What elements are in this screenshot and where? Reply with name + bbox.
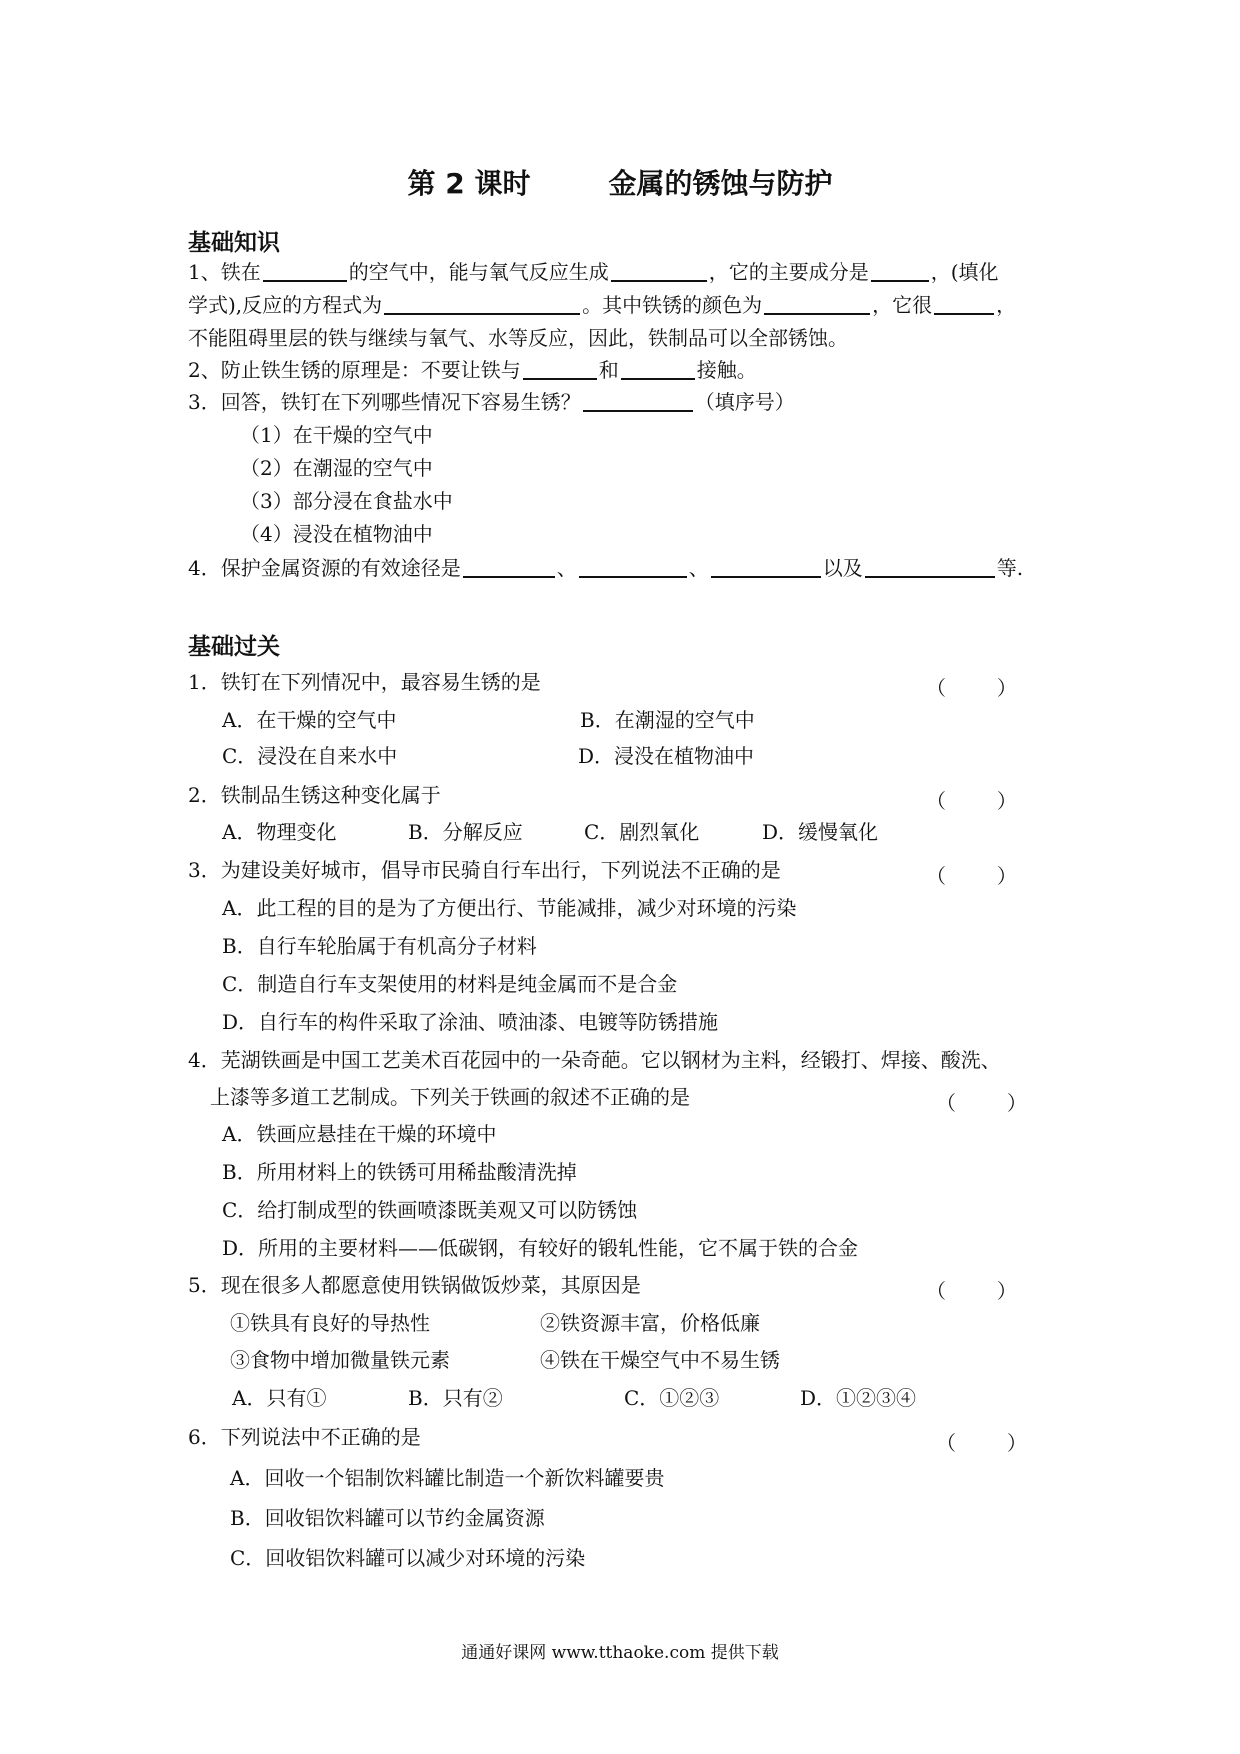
problem-5-statement-2: ②铁资源丰富，价格低廉: [540, 1311, 760, 1335]
problem-5-stem: 5．现在很多人都愿意使用铁锅做饭炒菜，其原因是: [188, 1273, 641, 1297]
problem-1-option-d: D．浸没在植物油中: [578, 744, 755, 768]
problem-5-statement-3: ③食物中增加微量铁元素: [230, 1348, 450, 1372]
problem-1-stem: 1．铁钉在下列情况中，最容易生锈的是: [188, 670, 541, 694]
problem-4-option-c: C．给打制成型的铁画喷漆既美观又可以防锈蚀: [222, 1198, 638, 1222]
problem-4-stem-line1: 4．芜湖铁画是中国工艺美术百花园中的一朵奇葩。它以钢材为主料，经锻打、焊接、酸洗、: [188, 1048, 1001, 1072]
knowledge-q3-item: （3）部分浸在食盐水中: [240, 489, 453, 513]
answer-blank[interactable]: [263, 262, 347, 282]
problem-4-option-b: B．所用材料上的铁锈可用稀盐酸清洗掉: [222, 1160, 577, 1184]
problem-5-option-b: B．只有②: [408, 1386, 503, 1410]
problem-1-option-a: A．在干燥的空气中: [222, 708, 397, 732]
problem-5-option-d: D．①②③④: [800, 1386, 917, 1410]
knowledge-q1-line3: 不能阻碍里层的铁与继续与氧气、水等反应，因此，铁制品可以全部锈蚀。: [188, 326, 848, 350]
page-footer: 通通好课网 www.tthaoke.com 提供下载: [461, 1643, 779, 1663]
answer-parentheses[interactable]: （ ）: [936, 1091, 1027, 1115]
problem-3-option-c: C．制造自行车支架使用的材料是纯金属而不是合金: [222, 972, 678, 996]
answer-blank[interactable]: [579, 558, 687, 578]
knowledge-q3: 3．回答，铁钉在下列哪些情况下容易生锈？ （填序号）: [188, 390, 795, 414]
problem-5-option-c: C．①②③: [624, 1386, 720, 1410]
answer-blank[interactable]: [621, 360, 695, 380]
problem-5-statement-1: ①铁具有良好的导热性: [230, 1311, 430, 1335]
answer-blank[interactable]: [463, 558, 555, 578]
problem-4-stem-line2: 上漆等多道工艺制成。下列关于铁画的叙述不正确的是: [210, 1085, 690, 1109]
section-heading-basic-test: 基础过关: [188, 634, 280, 660]
answer-blank[interactable]: [611, 262, 707, 282]
problem-3-option-b: B．自行车轮胎属于有机高分子材料: [222, 934, 537, 958]
problem-6-stem: 6．下列说法中不正确的是: [188, 1425, 421, 1449]
problem-2-option-b: B．分解反应: [408, 820, 523, 844]
problem-5-option-a: A．只有①: [232, 1386, 327, 1410]
section-heading-basic-knowledge: 基础知识: [188, 230, 280, 256]
answer-parentheses[interactable]: （ ）: [926, 864, 1017, 888]
problem-6-option-c: C．回收铝饮料罐可以减少对环境的污染: [230, 1546, 586, 1570]
problem-1-option-c: C．浸没在自来水中: [222, 744, 398, 768]
problem-4-option-a: A．铁画应悬挂在干燥的环境中: [222, 1122, 497, 1146]
problem-6-option-a: A．回收一个铝制饮料罐比制造一个新饮料罐要贵: [230, 1466, 665, 1490]
answer-parentheses[interactable]: （ ）: [926, 789, 1017, 813]
problem-2-stem: 2．铁制品生锈这种变化属于: [188, 783, 441, 807]
knowledge-q1-line2: 学式),反应的方程式为 。其中铁锈的颜色为 ，它很 ，: [188, 293, 1017, 317]
problem-3-option-d: D．自行车的构件采取了涂油、喷油漆、电镀等防锈措施: [222, 1010, 719, 1034]
answer-blank[interactable]: [523, 360, 597, 380]
answer-blank[interactable]: [764, 295, 870, 315]
knowledge-q3-item: （2）在潮湿的空气中: [240, 456, 433, 480]
problem-6-option-b: B．回收铝饮料罐可以节约金属资源: [230, 1506, 545, 1530]
answer-parentheses[interactable]: （ ）: [926, 1279, 1017, 1303]
answer-blank[interactable]: [384, 295, 580, 315]
problem-1-option-b: B．在潮湿的空气中: [580, 708, 755, 732]
problem-4-option-d: D．所用的主要材料——低碳钢，有较好的锻轧性能，它不属于铁的合金: [222, 1236, 859, 1260]
problem-3-stem: 3．为建设美好城市，倡导市民骑自行车出行，下列说法不正确的是: [188, 858, 781, 882]
knowledge-q3-item: （1）在干燥的空气中: [240, 423, 433, 447]
problem-2-option-d: D．缓慢氧化: [762, 820, 879, 844]
answer-parentheses[interactable]: （ ）: [926, 676, 1017, 700]
answer-blank[interactable]: [934, 295, 994, 315]
problem-3-option-a: A．此工程的目的是为了方便出行、节能减排，减少对环境的污染: [222, 896, 797, 920]
problem-5-statement-4: ④铁在干燥空气中不易生锈: [540, 1348, 780, 1372]
answer-blank[interactable]: [871, 262, 929, 282]
problem-2-option-c: C．剧烈氧化: [584, 820, 700, 844]
answer-blank[interactable]: [711, 558, 821, 578]
knowledge-q2: 2、防止铁生锈的原理是：不要让铁与 和 接触。: [188, 358, 757, 382]
answer-blank[interactable]: [865, 558, 995, 578]
page-title: 第 2 课时 金属的锈蚀与防护: [407, 167, 833, 200]
answer-blank[interactable]: [583, 392, 693, 412]
problem-2-option-a: A．物理变化: [222, 820, 337, 844]
knowledge-q3-item: （4）浸没在植物油中: [240, 522, 433, 546]
knowledge-q1-line1: 1、铁在 的空气中，能与氧气反应生成 ，它的主要成分是 ，(填化: [188, 260, 999, 284]
answer-parentheses[interactable]: （ ）: [936, 1431, 1027, 1455]
knowledge-q4: 4．保护金属资源的有效途径是 、 、 以及 等.: [188, 556, 1024, 580]
